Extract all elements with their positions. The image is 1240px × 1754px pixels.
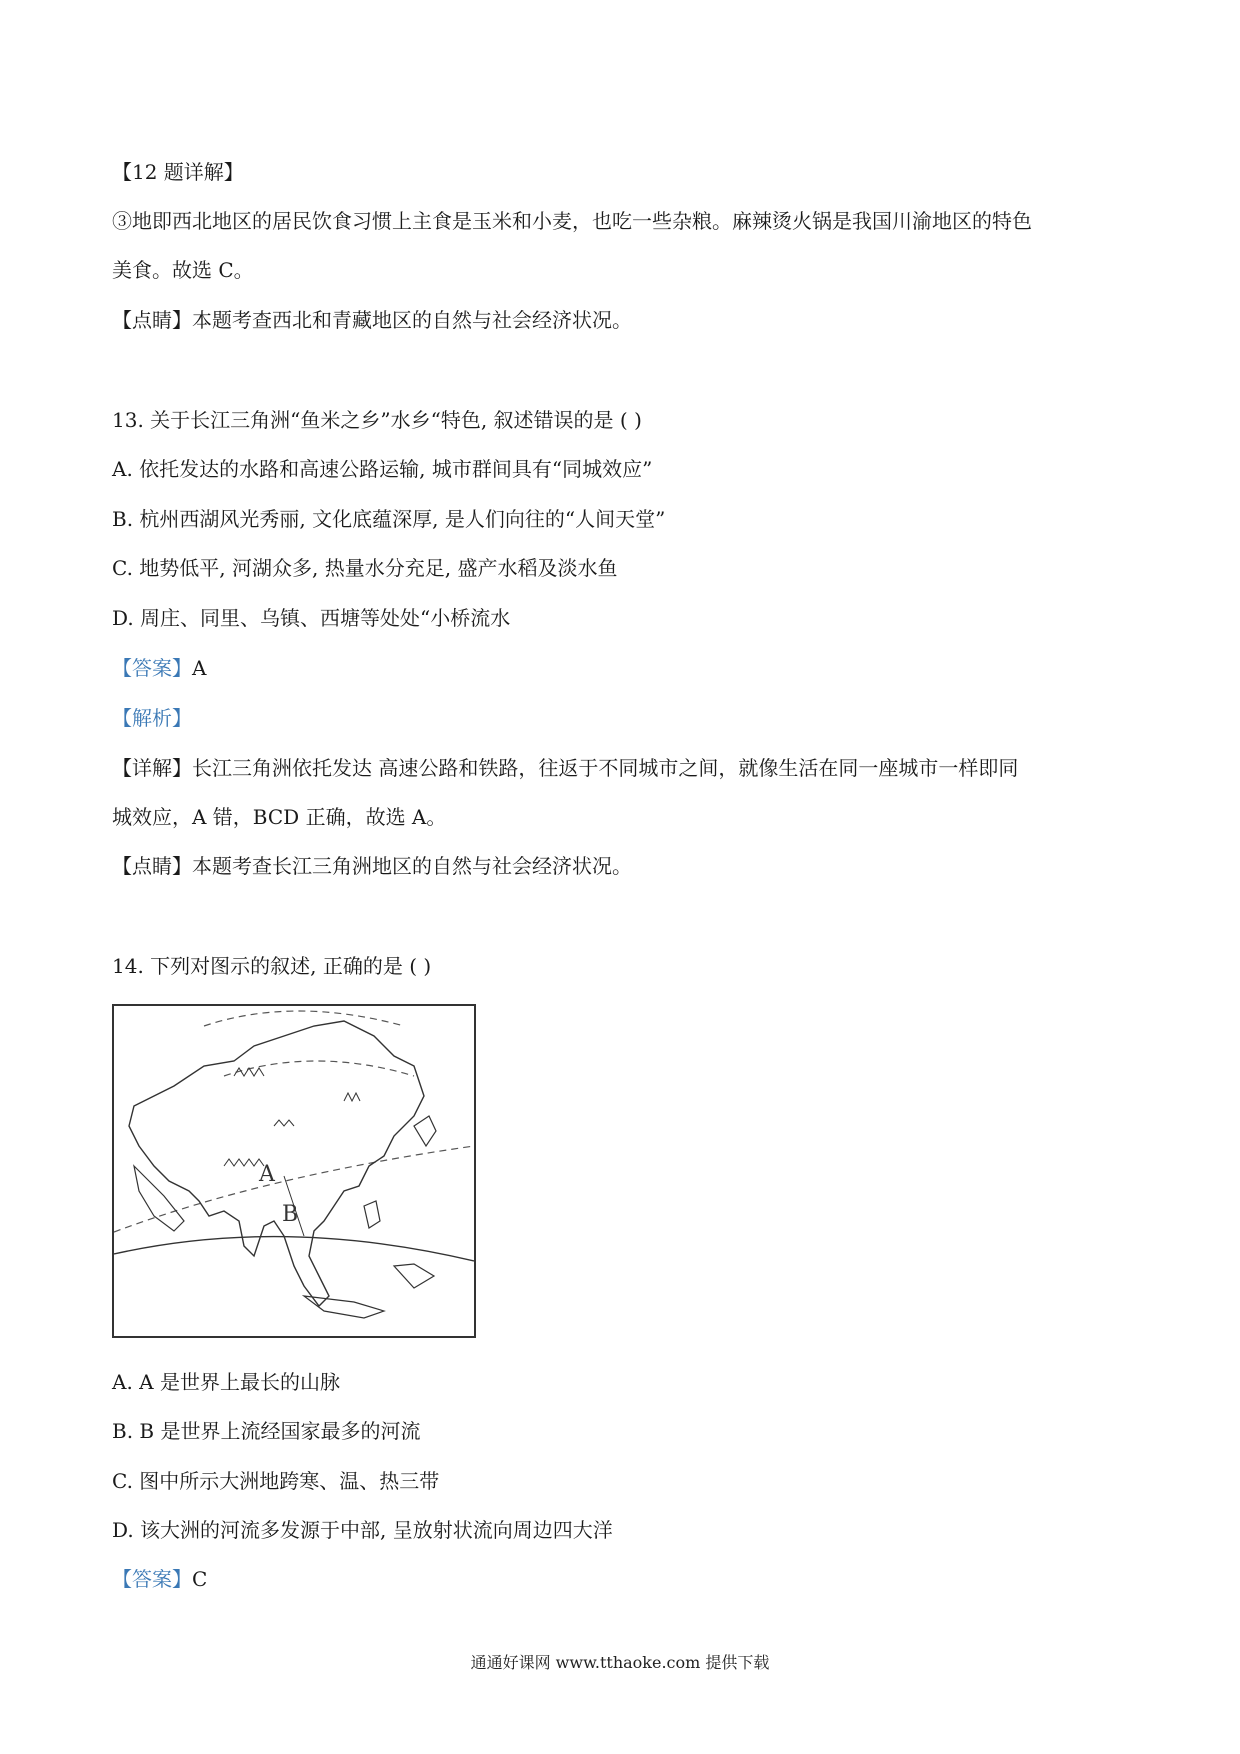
answer-label: 【答案】 bbox=[112, 1567, 192, 1591]
q12-detail-line2: 美食。故选 C。 bbox=[112, 258, 254, 282]
q12-detail-line1: ③地即西北地区的居民饮食习惯上主食是玉米和小麦，也吃一些杂粮。麻辣烫火锅是我国川渝地区的特色 bbox=[112, 209, 1032, 233]
q13-analysis-label: 【解析】 bbox=[112, 706, 192, 730]
arctic-dashed-line-2 bbox=[204, 1011, 404, 1026]
arabian-peninsula bbox=[134, 1166, 184, 1231]
indonesia-islands bbox=[304, 1296, 384, 1318]
q12-header: 【12 题详解】 bbox=[112, 160, 244, 184]
philippines-islands bbox=[364, 1201, 380, 1228]
asia-map-drawing bbox=[114, 1006, 474, 1336]
map-label-b: B bbox=[282, 1202, 299, 1227]
q14-option-b: B. B 是世界上流经国家最多的河流 bbox=[112, 1419, 421, 1443]
q13-detail-line2: 城效应，A 错，BCD 正确，故选 A。 bbox=[112, 805, 447, 829]
himalaya-mountains-icon bbox=[224, 1159, 264, 1166]
q13-question: 13. 关于长江三角洲“鱼米之乡”水乡“特色, 叙述错误的是 ( ) bbox=[112, 408, 642, 432]
answer-label: 【答案】 bbox=[112, 656, 192, 680]
q13-detail-line1: 【详解】长江三角洲依托发达 高速公路和铁路，往返于不同城市之间，就像生活在同一座城市一样即同 bbox=[112, 756, 1019, 780]
q13-option-c: C. 地势低平, 河湖众多, 热量水分充足, 盛产水稻及淡水鱼 bbox=[112, 556, 618, 580]
answer-value: A bbox=[192, 656, 207, 680]
q14-option-d: D. 该大洲的河流多发源于中部, 呈放射状流向周边四大洋 bbox=[112, 1518, 613, 1542]
page-footer: 通通好课网 www.tthaoke.com 提供下载 bbox=[470, 1653, 770, 1672]
q13-option-a: A. 依托发达的水路和高速公路运输, 城市群间具有“同城效应” bbox=[112, 457, 653, 481]
new-guinea-island bbox=[394, 1264, 434, 1288]
answer-value: C bbox=[192, 1567, 208, 1591]
equator-line bbox=[114, 1237, 474, 1261]
q14-option-c: C. 图中所示大洲地跨寒、温、热三带 bbox=[112, 1469, 440, 1493]
q12-point: 【点睛】本题考查西北和青藏地区的自然与社会经济状况。 bbox=[112, 308, 632, 332]
q14-option-a: A. A 是世界上最长的山脉 bbox=[112, 1370, 340, 1394]
q13-answer bbox=[112, 654, 206, 682]
q13-option-d: D. 周庄、同里、乌镇、西塘等处处“小桥流水 bbox=[112, 606, 511, 630]
map-label-a: A bbox=[259, 1162, 275, 1187]
asia-map-figure bbox=[112, 1004, 476, 1338]
japan-islands bbox=[414, 1116, 436, 1146]
q14-answer bbox=[112, 1565, 207, 1593]
tianshan-mountains-icon bbox=[274, 1120, 294, 1126]
greater-khingan-mountains-icon bbox=[344, 1093, 360, 1101]
q14-question: 14. 下列对图示的叙述, 正确的是 ( ) bbox=[112, 954, 432, 978]
q13-point: 【点睛】本题考查长江三角洲地区的自然与社会经济状况。 bbox=[112, 854, 632, 878]
q13-option-b: B. 杭州西湖风光秀丽, 文化底蕴深厚, 是人们向往的“人间天堂” bbox=[112, 507, 666, 531]
